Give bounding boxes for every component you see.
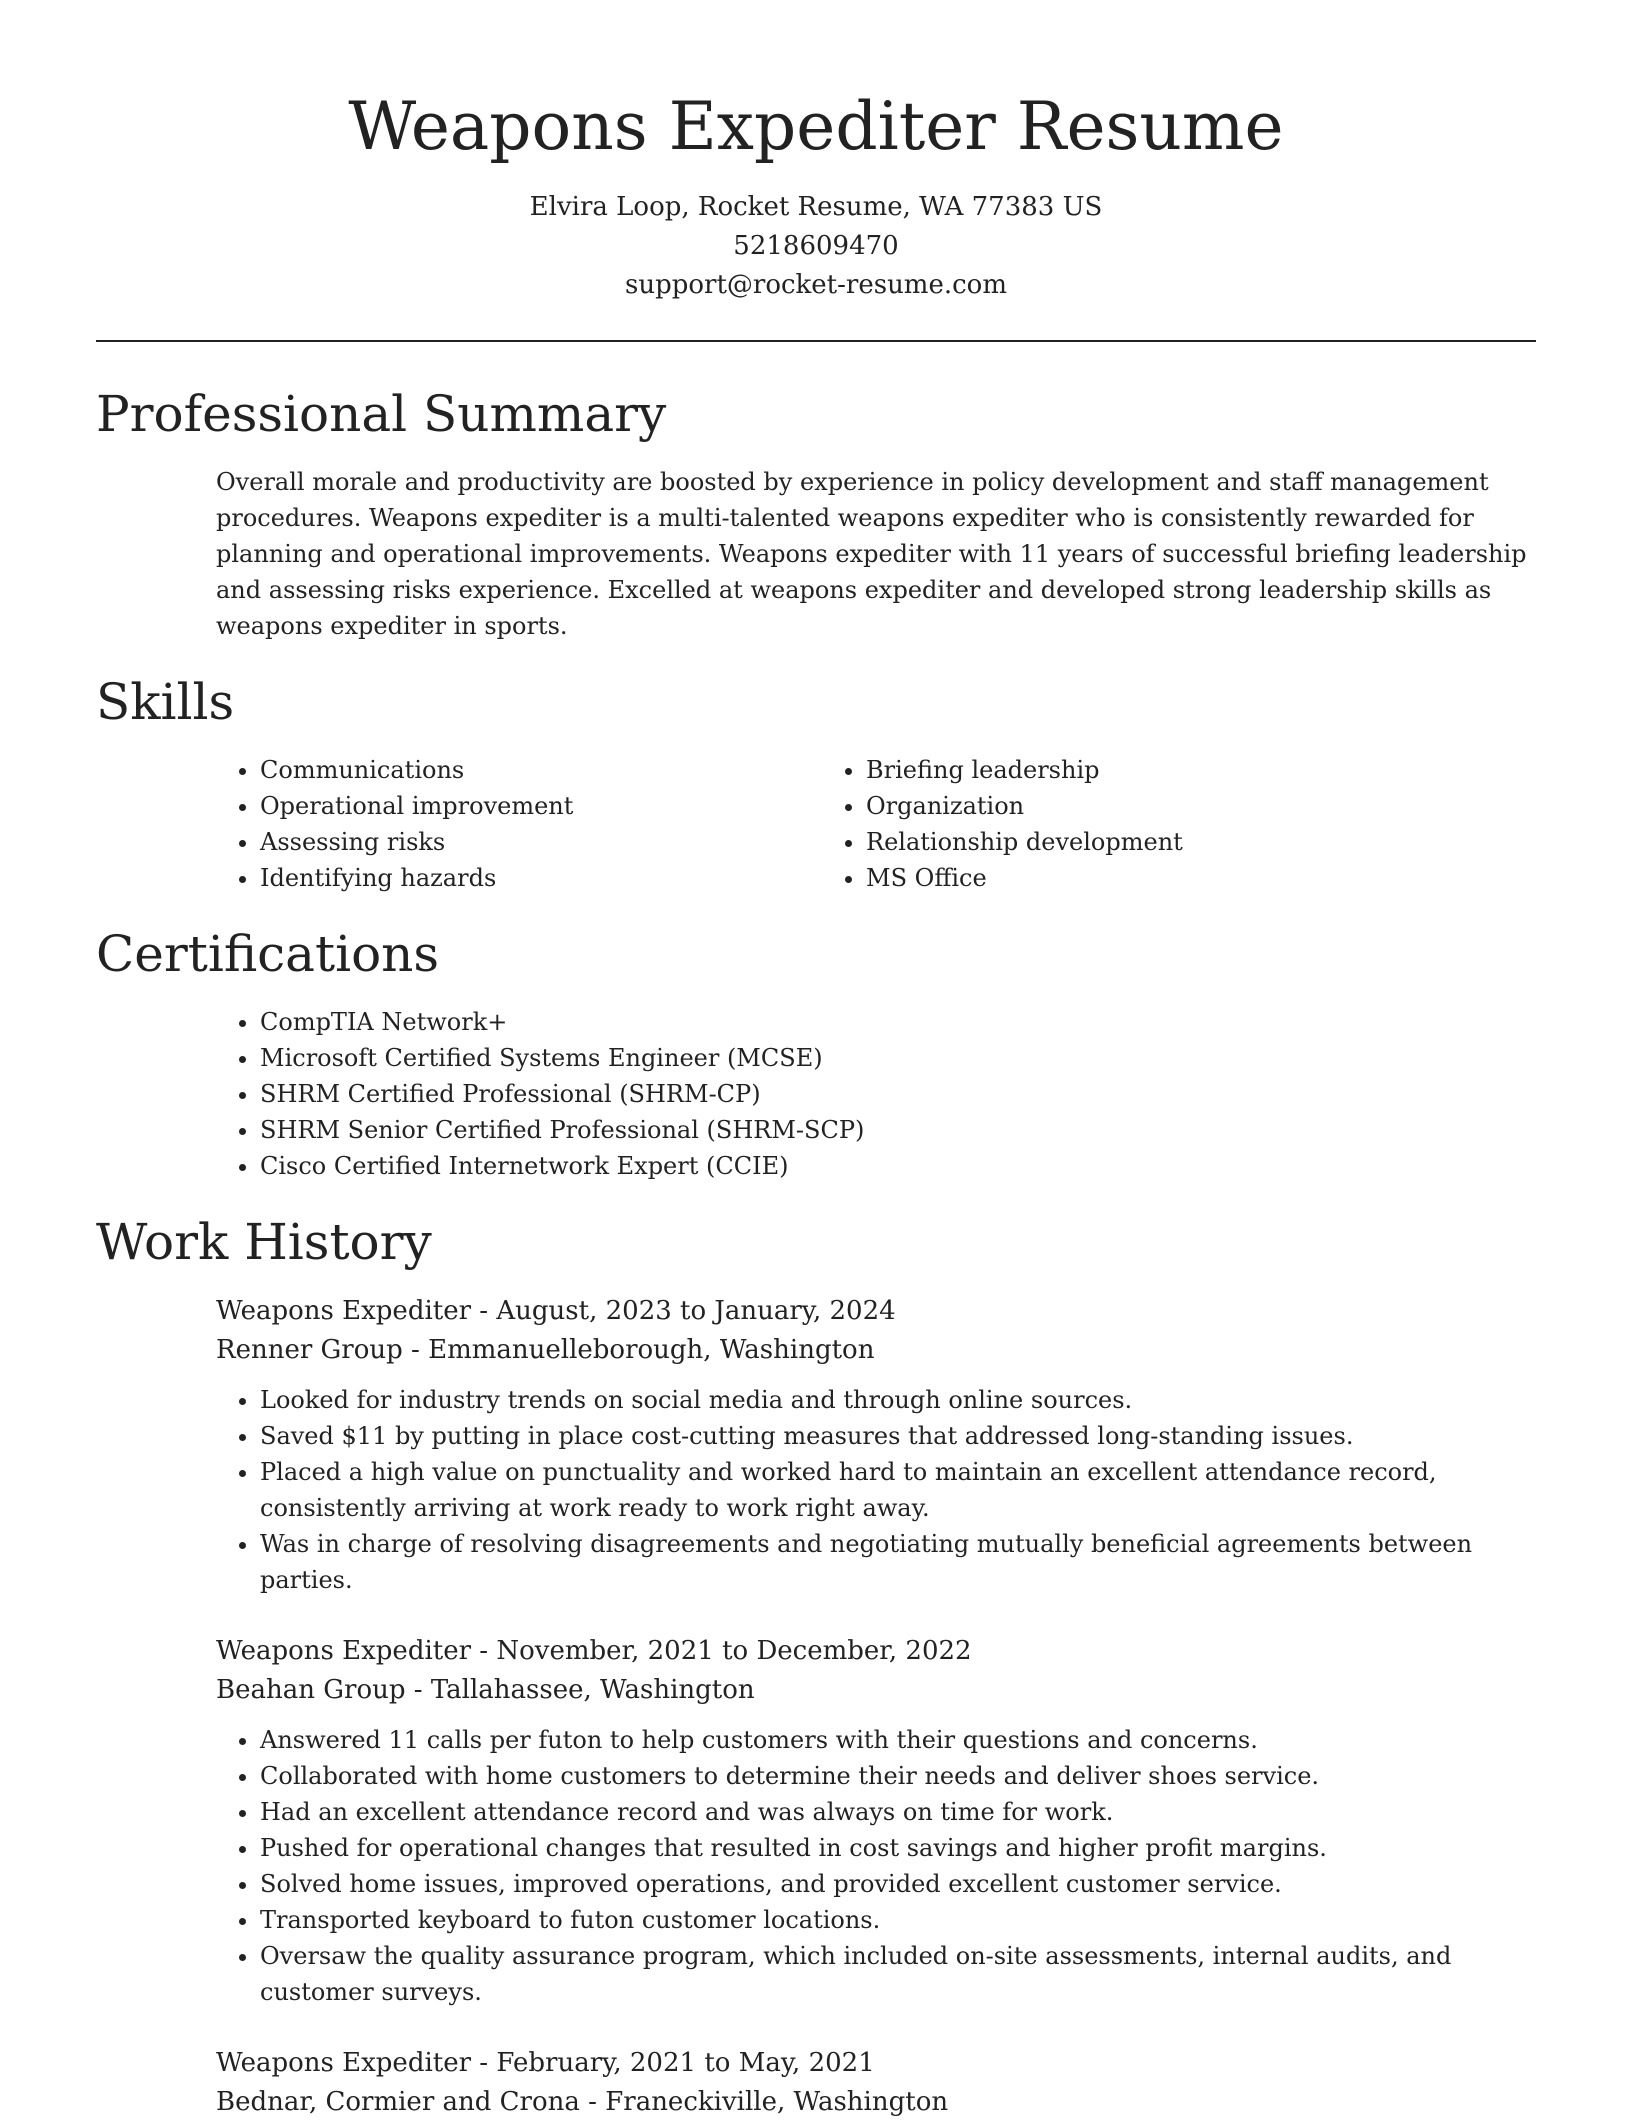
skill-item: • Communications xyxy=(260,752,822,788)
job-company: Beahan Group xyxy=(216,1675,406,1705)
job-bullet: • Answered 11 calls per futon to help customers with their questions and concerns. xyxy=(260,1722,1536,1758)
certification-item: • SHRM Certified Professional (SHRM-CP) xyxy=(260,1076,1536,1112)
contact-address: Elvira Loop, Rocket Resume, WA 77383 US xyxy=(529,192,1103,222)
contact-phone: 5218609470 xyxy=(733,231,899,261)
job-company: Bednar, Cormier and Crona xyxy=(216,2087,580,2117)
job-company: Renner Group xyxy=(216,1335,403,1365)
skill-item: • Organization xyxy=(866,788,1183,824)
skill-item: • Identifying hazards xyxy=(260,860,822,896)
skill-item: • Operational improvement xyxy=(260,788,822,824)
job-title-line xyxy=(216,1292,1536,1331)
job-dates: February, 2021 to May, 2021 xyxy=(496,2048,875,2078)
job-bullet: • Saved $11 by putting in place cost-cutting measures that addressed long-standing issues. xyxy=(260,1418,1536,1454)
job-bullets xyxy=(216,1722,1536,2010)
certifications-heading: Certifications xyxy=(96,925,440,983)
job-location: Tallahassee, Washington xyxy=(430,1675,755,1705)
job-separator: - xyxy=(402,1335,429,1365)
job-separator: - xyxy=(579,2087,606,2117)
job-title: Weapons Expediter xyxy=(216,1636,472,1666)
certification-item: • SHRM Senior Certified Professional (SHRM-SCP) xyxy=(260,1112,1536,1148)
job-bullet: • Oversaw the quality assurance program, which included on-site assessments, internal audits, and customer surveys. xyxy=(260,1938,1536,2010)
job-entry xyxy=(216,1292,1536,1598)
job-title: Weapons Expediter xyxy=(216,2048,472,2078)
job-bullet: • Had an excellent attendance record and was always on time for work. xyxy=(260,1794,1536,1830)
job-title-line xyxy=(216,1632,1536,1671)
job-title-line xyxy=(216,2044,1536,2083)
job-bullet: • Placed a high value on punctuality and worked hard to maintain an excellent attendance record, consistently arriving at work ready to work right away. xyxy=(260,1454,1536,1526)
job-location: Emmanuelleborough, Washington xyxy=(428,1335,875,1365)
job-company-line xyxy=(216,2083,1536,2122)
skill-item: • MS Office xyxy=(866,860,1183,896)
resume-header xyxy=(96,0,1536,305)
job-separator: - xyxy=(471,1636,497,1666)
skill-item: • Relationship development xyxy=(866,824,1183,860)
header-divider xyxy=(96,340,1536,342)
certification-item: • CompTIA Network+ xyxy=(260,1004,1536,1040)
job-bullet: • Pushed for operational changes that resulted in cost savings and higher profit margins. xyxy=(260,1830,1536,1866)
job-location: Franeckiville, Washington xyxy=(605,2087,949,2117)
summary-text: Overall morale and productivity are boosted by experience in policy development and staff management procedures. Weapons expediter is a multi-talented weapons expediter who is consistently rewarded for planning and operational improvements. Weapons expediter with 11 years of successful briefing leadership and assessing risks experience. Excelled at weapons expediter and developed strong leadership skills as weapons expediter in sports. xyxy=(216,468,1527,640)
skills-column-left xyxy=(216,752,822,896)
skill-item: • Assessing risks xyxy=(260,824,822,860)
page-title: Weapons Expediter Resume xyxy=(348,88,1284,165)
job-bullets xyxy=(216,1382,1536,1598)
job-title: Weapons Expediter xyxy=(216,1296,472,1326)
work-history-heading: Work History xyxy=(96,1213,432,1271)
contact-block xyxy=(96,188,1536,305)
job-bullet: • Collaborated with home customers to determine their needs and deliver shoes service. xyxy=(260,1758,1536,1794)
job-company-line xyxy=(216,1671,1536,1710)
certification-item: • Cisco Certified Internetwork Expert (CCIE) xyxy=(260,1148,1536,1184)
job-bullet: • Solved home issues, improved operations, and provided excellent customer service. xyxy=(260,1866,1536,1902)
job-company-line xyxy=(216,1331,1536,1370)
skills-column-right xyxy=(822,752,1183,896)
summary-heading: Professional Summary xyxy=(96,385,667,443)
contact-email: support@rocket-resume.com xyxy=(624,270,1007,300)
certifications-list xyxy=(216,1004,1536,1184)
job-dates: November, 2021 to December, 2022 xyxy=(496,1636,972,1666)
job-bullet: • Transported keyboard to futon customer locations. xyxy=(260,1902,1536,1938)
job-entry xyxy=(216,1632,1536,2010)
job-entry xyxy=(216,2044,1536,2122)
job-separator: - xyxy=(405,1675,431,1705)
job-separator: - xyxy=(471,2048,497,2078)
job-bullet: • Looked for industry trends on social media and through online sources. xyxy=(260,1382,1536,1418)
certification-item: • Microsoft Certified Systems Engineer (MCSE) xyxy=(260,1040,1536,1076)
skills-grid xyxy=(216,752,1536,896)
job-separator: - xyxy=(471,1296,497,1326)
job-bullet: • Was in charge of resolving disagreements and negotiating mutually beneficial agreements between parties. xyxy=(260,1526,1536,1598)
skills-heading: Skills xyxy=(96,673,235,731)
skill-item: • Briefing leadership xyxy=(866,752,1183,788)
job-dates: August, 2023 to January, 2024 xyxy=(496,1296,896,1326)
